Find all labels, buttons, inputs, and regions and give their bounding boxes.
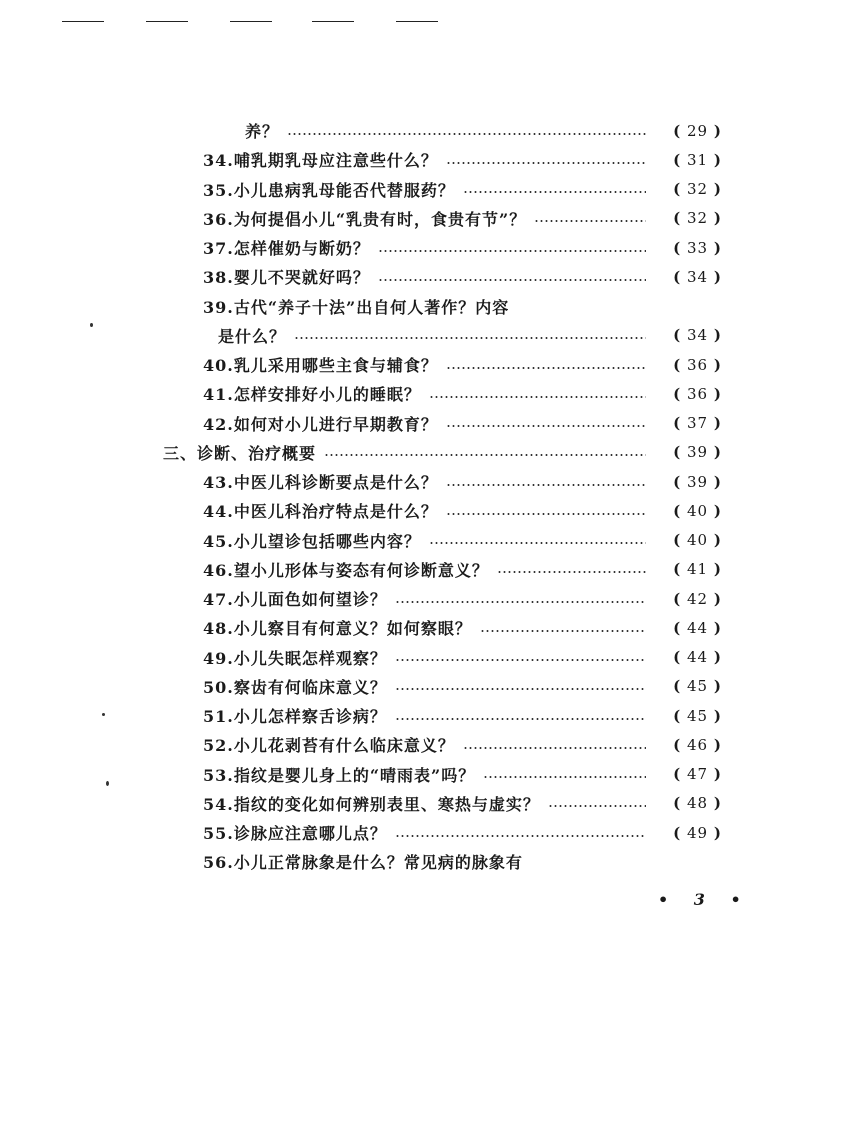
toc-page-ref (652, 239, 722, 257)
toc-entry-title: 45.小儿望诊包括哪些内容？ (203, 531, 421, 551)
header-rule (396, 21, 438, 22)
dot-leader (463, 191, 646, 193)
close-paren: ) (713, 501, 722, 520)
toc-entry (0, 613, 866, 642)
toc-entry-title: 48.小儿察目有何意义？如何察眼？ (203, 619, 472, 639)
close-paren: ) (713, 267, 722, 286)
dot-leader (395, 601, 646, 603)
toc-entry-title: 47.小儿面色如何望诊？ (203, 590, 387, 610)
open-paren: ( (673, 443, 682, 462)
scan-speck (102, 713, 105, 716)
toc-section-heading (0, 438, 866, 467)
open-paren: ( (673, 326, 682, 345)
dot-leader (483, 776, 646, 778)
toc-entry (0, 262, 866, 291)
close-paren: ) (713, 355, 722, 374)
toc-page-number: 36 (687, 355, 709, 374)
toc-page-number: 48 (687, 794, 709, 813)
open-paren: ( (673, 765, 682, 784)
toc-page-number: 32 (687, 209, 709, 228)
page-number: • 3 • (658, 890, 751, 909)
header-rule (230, 21, 272, 22)
toc-entry (0, 847, 866, 876)
toc-page-ref (652, 356, 722, 374)
toc-entry (0, 175, 866, 204)
dot-leader (548, 805, 646, 807)
open-paren: ( (673, 209, 682, 228)
toc-page-number: 39 (687, 472, 709, 491)
toc-entry-title: 36.为何提倡小儿“乳贵有时，食贵有节”？ (203, 209, 527, 229)
dot-leader (395, 835, 646, 837)
toc-entry-title: 34.哺乳期乳母应注意些什么？ (203, 151, 438, 171)
toc-entry-title: 46.望小儿形体与姿态有何诊断意义？ (203, 560, 489, 580)
dot-leader (395, 718, 646, 720)
toc-entry (0, 730, 866, 759)
toc-entry-title: 40.乳儿采用哪些主食与辅食？ (203, 356, 438, 376)
open-paren: ( (673, 180, 682, 199)
toc-entry (0, 818, 866, 847)
dot-leader (378, 250, 646, 252)
scan-speck (90, 323, 93, 327)
open-paren: ( (673, 648, 682, 667)
toc-page-ref (652, 765, 722, 783)
toc-page-ref (652, 736, 722, 754)
toc-page-ref (652, 560, 722, 578)
toc-entry-title: 41.怎样安排好小儿的睡眠？ (203, 385, 421, 405)
toc-page-number: 47 (687, 765, 709, 784)
close-paren: ) (713, 443, 722, 462)
close-paren: ) (713, 823, 722, 842)
toc-page-ref (652, 707, 722, 725)
toc-page-number: 40 (687, 501, 709, 520)
toc-page-ref (652, 824, 722, 842)
toc-entry (0, 555, 866, 584)
toc-entry (0, 467, 866, 496)
toc-entry (0, 496, 866, 525)
toc-entry (0, 672, 866, 701)
dot-leader (446, 484, 646, 486)
toc-page-ref (652, 473, 722, 491)
toc-entry-title: 56.小儿正常脉象是什么？常见病的脉象有 (203, 853, 523, 873)
toc-page-number: 37 (687, 414, 709, 433)
toc-entry (0, 292, 866, 321)
dot-leader (324, 454, 646, 456)
dot-leader (395, 659, 646, 661)
open-paren: ( (673, 414, 682, 433)
header-rule (146, 21, 188, 22)
close-paren: ) (713, 150, 722, 169)
dot-leader (497, 571, 646, 573)
close-paren: ) (713, 180, 722, 199)
open-paren: ( (673, 384, 682, 403)
toc-entry (0, 145, 866, 174)
dot-leader (446, 367, 646, 369)
toc-entry-title: 54.指纹的变化如何辨别表里、寒热与虚实？ (203, 794, 540, 814)
toc-page-number: 40 (687, 531, 709, 550)
toc-page-ref (652, 443, 722, 461)
toc-page-ref (652, 151, 722, 169)
dot-leader (378, 279, 646, 281)
toc-entry (0, 643, 866, 672)
toc-page-ref (652, 590, 722, 608)
close-paren: ) (713, 560, 722, 579)
open-paren: ( (673, 735, 682, 754)
toc-entry-title: 51.小儿怎样察舌诊病？ (203, 707, 387, 727)
close-paren: ) (713, 209, 722, 228)
table-of-contents (0, 116, 866, 877)
open-paren: ( (673, 267, 682, 286)
toc-entry (0, 526, 866, 555)
open-paren: ( (673, 823, 682, 842)
open-paren: ( (673, 150, 682, 169)
toc-page-number: 34 (687, 267, 709, 286)
toc-page-ref (652, 209, 722, 227)
close-paren: ) (713, 677, 722, 696)
toc-page-number: 46 (687, 735, 709, 754)
toc-page-number: 41 (687, 560, 709, 579)
toc-entry (0, 409, 866, 438)
toc-page-ref (652, 414, 722, 432)
toc-page-ref (652, 619, 722, 637)
open-paren: ( (673, 794, 682, 813)
close-paren: ) (713, 618, 722, 637)
dot-leader (534, 220, 646, 222)
open-paren: ( (673, 677, 682, 696)
dot-leader (446, 513, 646, 515)
toc-page-number: 33 (687, 238, 709, 257)
header-rule (62, 21, 104, 22)
open-paren: ( (673, 238, 682, 257)
toc-entry-title: 43.中医儿科诊断要点是什么？ (203, 473, 438, 493)
toc-entry (0, 379, 866, 408)
toc-page-number: 34 (687, 326, 709, 345)
toc-entry-title: 是什么？ (218, 326, 287, 346)
open-paren: ( (673, 355, 682, 374)
toc-page-ref (652, 648, 722, 666)
dot-leader (429, 396, 646, 398)
toc-page-ref (652, 677, 722, 695)
toc-page-number: 39 (687, 443, 709, 462)
toc-entry (0, 584, 866, 613)
close-paren: ) (713, 735, 722, 754)
close-paren: ) (713, 794, 722, 813)
toc-entry-title: 50.察齿有何临床意义？ (203, 677, 387, 697)
toc-page-ref (652, 180, 722, 198)
toc-page-number: 31 (687, 150, 709, 169)
toc-page-ref (652, 531, 722, 549)
toc-entry-title: 44.中医儿科治疗特点是什么？ (203, 502, 438, 522)
close-paren: ) (713, 648, 722, 667)
close-paren: ) (713, 121, 722, 140)
toc-page-ref (652, 502, 722, 520)
close-paren: ) (713, 472, 722, 491)
dot-leader (395, 688, 646, 690)
dot-leader (463, 747, 646, 749)
toc-page-ref (652, 794, 722, 812)
toc-page-number: 45 (687, 706, 709, 725)
dot-leader (294, 337, 646, 339)
toc-page-number: 42 (687, 589, 709, 608)
open-paren: ( (673, 589, 682, 608)
close-paren: ) (713, 326, 722, 345)
toc-page-number: 29 (687, 121, 709, 140)
open-paren: ( (673, 618, 682, 637)
scan-speck (106, 781, 109, 786)
close-paren: ) (713, 531, 722, 550)
toc-entry-title: 养？ (245, 122, 280, 142)
toc-entry (0, 789, 866, 818)
open-paren: ( (673, 706, 682, 725)
toc-entry-title: 35.小儿患病乳母能否代替服药？ (203, 180, 455, 200)
toc-page-ref (652, 385, 722, 403)
toc-entry-title: 42.如何对小儿进行早期教育？ (203, 414, 438, 434)
toc-page-number: 36 (687, 384, 709, 403)
header-rule (312, 21, 354, 22)
toc-page-ref (652, 122, 722, 140)
dot-leader (446, 162, 646, 164)
open-paren: ( (673, 531, 682, 550)
dot-leader (480, 630, 646, 632)
open-paren: ( (673, 560, 682, 579)
close-paren: ) (713, 384, 722, 403)
close-paren: ) (713, 414, 722, 433)
toc-entry-title: 38.婴儿不哭就好吗？ (203, 268, 370, 288)
toc-entry-title: 55.诊脉应注意哪儿点？ (203, 824, 387, 844)
close-paren: ) (713, 765, 722, 784)
close-paren: ) (713, 589, 722, 608)
toc-page-number: 44 (687, 648, 709, 667)
toc-page-number: 44 (687, 618, 709, 637)
dot-leader (287, 133, 646, 135)
close-paren: ) (713, 706, 722, 725)
close-paren: ) (713, 238, 722, 257)
open-paren: ( (673, 501, 682, 520)
dot-leader (446, 425, 646, 427)
toc-page-ref (652, 326, 722, 344)
toc-page-ref (652, 268, 722, 286)
toc-page-number: 32 (687, 180, 709, 199)
open-paren: ( (673, 121, 682, 140)
toc-entry-title: 39.古代“养子十法”出自何人著作？内容 (203, 297, 510, 317)
toc-entry-title: 三、诊断、治疗概要 (163, 443, 317, 463)
toc-entry (0, 350, 866, 379)
toc-entry-title: 49.小儿失眠怎样观察？ (203, 648, 387, 668)
toc-entry (0, 321, 866, 350)
toc-entry-title: 53.指纹是婴儿身上的“晴雨表”吗？ (203, 765, 476, 785)
toc-entry (0, 701, 866, 730)
toc-entry-title: 52.小儿花剥苔有什么临床意义？ (203, 736, 455, 756)
toc-entry (0, 233, 866, 262)
toc-entry (0, 760, 866, 789)
dot-leader (429, 542, 646, 544)
toc-entry-title: 37.怎样催奶与断奶？ (203, 239, 370, 259)
toc-entry (0, 204, 866, 233)
open-paren: ( (673, 472, 682, 491)
toc-page-number: 49 (687, 823, 709, 842)
toc-entry (0, 116, 866, 145)
toc-page-number: 45 (687, 677, 709, 696)
